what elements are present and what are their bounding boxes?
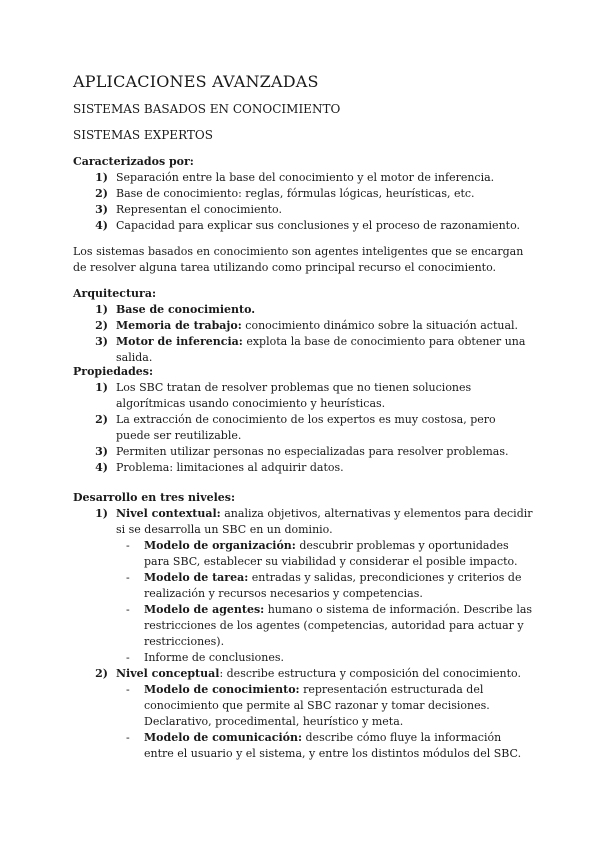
list-item: 1) Separación entre la base del conocimiento y el motor de inferencia. (95, 171, 495, 184)
list-item: 2) Memoria de trabajo: conocimiento dinámico sobre la situación actual. (95, 319, 519, 332)
section-arquitectura (73, 286, 533, 366)
list-item: 4) Capacidad para explicar sus conclusiones y el proceso de razonamiento. (95, 219, 520, 232)
list-item: 4) Problema: limitaciones al adquirir datos. (95, 461, 344, 474)
list-item: 1) Base de conocimiento. (95, 303, 256, 316)
page-title: APLICACIONES AVANZADAS (73, 72, 319, 91)
sublist-item: - Modelo de comunicación: describe cómo fluye la información entre el usuario y el sistema, y entre los distintos módulos del SBC. (126, 731, 522, 760)
heading-sbc: SISTEMAS BASADOS EN CONOCIMIENTO (73, 102, 341, 116)
list-item: 3) Permiten utilizar personas no especializadas para resolver problemas. (95, 445, 509, 458)
sublist-item: - Modelo de agentes: humano o sistema de información. Describe las restricciones de los agentes (competencias, autoridad para actuar y restricciones). (126, 603, 533, 648)
section-label: Desarrollo en tres niveles: (73, 491, 236, 504)
list-item: 3) Representan el conocimiento. (95, 203, 282, 216)
list-item: 2) La extracción de conocimiento de los expertos es muy costosa, pero puede ser reutilizable. (95, 413, 496, 442)
section-desarrollo (73, 490, 533, 762)
sublist-nivel-contextual (73, 538, 533, 666)
section-label: Caracterizados por: (73, 155, 194, 168)
sublist-nivel-conceptual (73, 682, 533, 762)
list-item: 1) Los SBC tratan de resolver problemas que no tienen soluciones algorítmicas usando conocimiento y heurísticas. (95, 381, 472, 410)
sublist-item: - Modelo de tarea: entradas y salidas, precondiciones y criterios de realización y recursos necesarios y competencias. (126, 571, 522, 600)
section-label: Arquitectura: (73, 287, 157, 300)
sublist-item: - Modelo de conocimiento: representación estructurada del conocimiento que permite al SBC razonar y tomar decisiones. Declarativo, procedimental, heurístico y meta. (126, 683, 490, 728)
section-caracterizados (73, 154, 533, 234)
sublist-item: - Modelo de organización: descubrir problemas y oportunidades para SBC, establecer su viabilidad y considerar el posible impacto. (126, 539, 518, 568)
list-item: 2) Base de conocimiento: reglas, fórmulas lógicas, heurísticas, etc. (95, 187, 475, 200)
list-item-nivel-contextual: 1) Nivel contextual: analiza objetivos, alternativas y elementos para decidir si se desarrolla un SBC en un dominio. (95, 507, 533, 536)
sublist-item: - Informe de conclusiones. (126, 651, 285, 664)
section-propiedades (73, 364, 533, 476)
heading-se: SISTEMAS EXPERTOS (73, 128, 213, 142)
intro-paragraph: Los sistemas basados en conocimiento son agentes inteligentes que se encargan de resolver alguna tarea utilizando como principal recurso el conocimiento. (73, 245, 524, 274)
list-item-nivel-conceptual: 2) Nivel conceptual: describe estructura y composición del conocimiento. (95, 667, 521, 680)
section-label: Propiedades: (73, 365, 154, 378)
list-item: 3) Motor de inferencia: explota la base de conocimiento para obtener una salida. (95, 335, 526, 364)
